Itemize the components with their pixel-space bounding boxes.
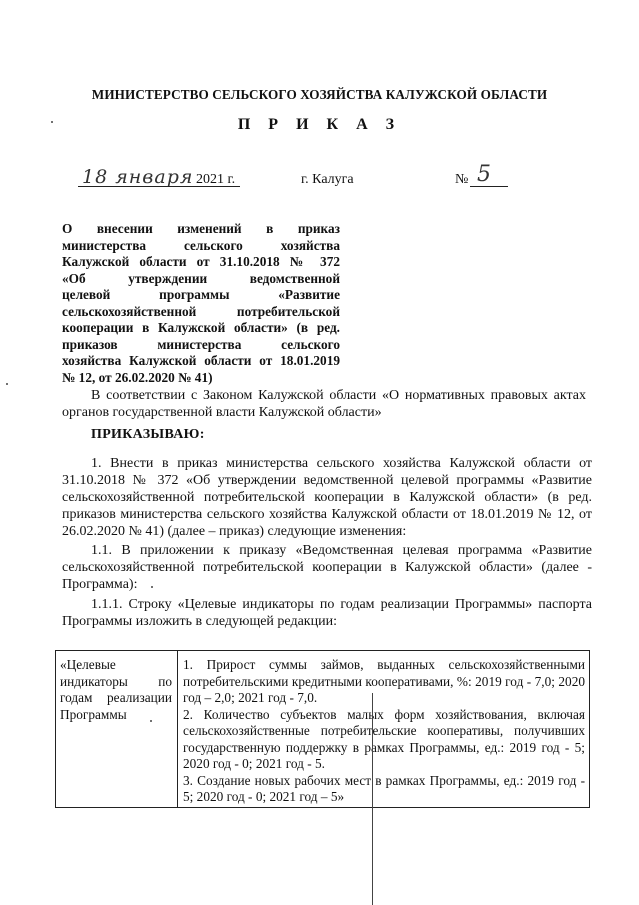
number-underline [470,186,508,187]
number-label: № [455,172,469,187]
subject-line: О внесении изменений в приказ [62,221,340,236]
label-line: годам реализации [60,690,172,705]
date-underline [78,186,240,187]
scan-speck [51,121,53,123]
preamble-paragraph: В соответствии с Законом Калужской области «О нормативных правовых актах органов государственной власти Калужской области» [62,388,586,420]
scan-speck [150,720,152,722]
label-line: индикаторы по [60,673,172,689]
handwritten-number: 5 [477,162,491,187]
table-column-divider [177,650,178,808]
subject-line: приказов министерства сельского [62,336,340,352]
order-subject [62,221,340,386]
subject-line: Калужской области от 31.10.2018 № 372 [62,254,340,269]
subject-line: кооперации в Калужской области» (в ред. [62,320,340,335]
subject-line: министерства сельского хозяйства [62,237,340,253]
label-line: Программы [60,706,127,722]
item-1-1-paragraph: 1.1. В приложении к приказу «Ведомственная целевая программа «Развитие сельскохозяйственной потребительской кооперации в Калужской области» (далее - Программа): [62,543,592,592]
date-year: 2021 г. [196,172,236,187]
indicator-item: 2. Количество субъектов малых форм хозяйствования, включая сельскохозяйственные потребительские кооперативы, получивших государственную поддержку в рамках Программы, ед.: 2019 год - 5; 2020 год - 0; 2021 год - 5. [183,706,585,771]
indicator-item: 3. Создание новых рабочих мест в рамках Программы, ед.: 2019 год - 5; 2020 год - 0; 2021 год – 5» [183,772,585,804]
scan-artifact-line [372,693,373,905]
table-cell-indicators [183,657,585,806]
label-line: «Целевые [60,657,116,672]
table-cell-label [60,657,172,723]
ministry-name: МИНИСТЕРСТВО СЕЛЬСКОГО ХОЗЯЙСТВА КАЛУЖСКОЙ ОБЛАСТИ [91,87,548,102]
subject-line: целевой программы «Развитие [62,287,340,302]
subject-line: «Об утверждении ведомственной [62,270,340,286]
subject-line: хозяйства Калужской области от 18.01.2019 [62,353,340,368]
handwritten-date: 18 января [82,166,194,188]
city: г. Калуга [301,172,354,187]
item-1-paragraph: 1. Внести в приказ министерства сельского хозяйства Калужской области от 31.10.2018 № 372 «Об утверждении ведомственной целевой программы «Развитие сельскохозяйственной потребительской кооперации в Калужской области» (в ред. приказов министерства сельского хозяйства Калужской области от 18.01.2019 № 12, от 26.02.2020 № 41) (далее – приказ) следующие изменения: [62,456,592,539]
indicator-item: 1. Прирост суммы займов, выданных сельскохозяйственными потребительскими кредитными кооперативами, %: 2019 год - 7,0; 2020 год – 2,0; 2021 год - 7,0. [183,657,585,705]
item-1-1-1-paragraph: 1.1.1. Строку «Целевые индикаторы по годам реализации Программы» паспорта Программы изложить в следующей редакции: [62,597,592,629]
scan-speck [6,383,8,385]
scan-speck [151,586,153,588]
subject-line: сельскохозяйственной потребительской [62,303,340,319]
subject-line: № 12, от 26.02.2020 № 41) [62,369,213,385]
order-word: ПРИКАЗЫВАЮ: [91,427,205,442]
document-type-title: П Р И К А З [237,116,402,133]
